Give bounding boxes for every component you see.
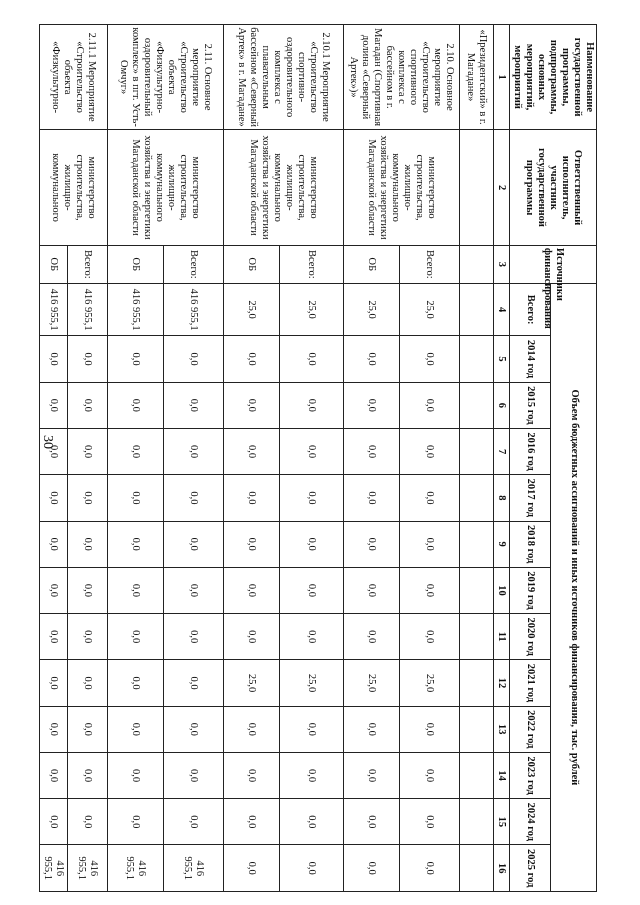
column-number: 9 (494, 521, 510, 567)
value-cell: 0,0 (344, 336, 400, 382)
value-cell: 0,0 (68, 706, 108, 752)
value-cell: 0,0 (400, 382, 460, 428)
value-cell: 0,0 (108, 752, 164, 798)
table-row (400, 25, 460, 892)
value-cell: 0,0 (400, 475, 460, 521)
value-cell: 0,0 (164, 799, 224, 845)
source-cell: ОБ (108, 245, 164, 283)
table-body (40, 25, 494, 892)
value-cell: 0,0 (164, 428, 224, 474)
value-cell (460, 660, 494, 706)
value-cell: 0,0 (40, 799, 68, 845)
source-cell: Всего: (280, 245, 344, 283)
column-number: 5 (494, 336, 510, 382)
value-cell: 0,0 (40, 475, 68, 521)
source-cell: Всего: (400, 245, 460, 283)
header-year: 2020 год (510, 614, 551, 660)
program-name-cell: 2.10. Основное мероприятие «Строительство спортивного комплекса с бассейном в г. Магадан (Спортивная долина «Северный Артек»)» (344, 25, 460, 130)
value-cell: 0,0 (68, 382, 108, 428)
column-number: 2 (494, 130, 510, 246)
value-cell: 0,0 (280, 428, 344, 474)
value-cell (460, 283, 494, 336)
value-cell: 0,0 (400, 428, 460, 474)
value-cell: 0,0 (224, 382, 280, 428)
value-cell (460, 428, 494, 474)
value-cell: 0,0 (344, 752, 400, 798)
value-cell: 0,0 (164, 614, 224, 660)
page: 30 Наименование государственной программы, подпрограммы, основных мероприятий, мероприятий Ответственный исполнитель, участник государственной программы Источники финансирования Объем бюджетных ассигнований и иных источников финансирования, тыс. рублей Всего: 2014 год 2015 год 2016 год 2017 год 2018 год 2019 год 2020 год 2021 год 2022 год 2023 год 2024 год 2025 год 1 2 3 4 5 6 7 8 9 10 11 12 13 14 15 16 «Президентский» в г. Магадане» 2.10. Основное мероприятие «Строительство спортивного комплекса с бассейном в г. Магадан (Спортивная долина «Северный Артек»)» министерство строительства, жилищно-коммунального хозяйства и энергетики Магаданской области Всего: 25,0 0,0 0,0 0,0 0,0 0,0 0,0 0,0 25,0 0,0 0,0 0,0 0,0 ОБ 25,0 0,0 0,0 0,0 0,0 0,0 0,0 0,0 25,0 0,0 0,0 0,0 0,0 2.10.1 Мероприятие «Строительство спортивно-оздоровительного комплекса с плавательным бассейном «Северный Артек» в г. Магадане» министерство строительства, жилищно-коммунального хозяйства и энергетики Магаданской области Всего: 25,0 0,0 0,0 0,0 0,0 0,0 0,0 0,0 25,0 0,0 0,0 0,0 0,0 ОБ 25,0 0,0 0,0 0,0 0,0 0,0 0,0 0,0 25,0 0,0 0,0 0,0 0,0 2.11. Основное мероприятие «Строительство объекта «Физкультурно-оздоровительный комплекс» в пгт. Усть-Омчуг» министерство строительства, жилищно-коммунального хозяйства и энергетики Магаданской области Всего: 416 955,1 0,0 0,0 0,0 0,0 0,0 0,0 0,0 0,0 0,0 0,0 0,0 416 955,1 ОБ 416 955,1 0,0 0,0 0,0 0,0 0,0 0,0 0,0 0,0 0,0 0,0 0,0 416 955,1 2.11.1 Мероприятие «Строительство объекта «Физкультурно- министерство строительства, жилищно-коммунального Всего: 416 955,1 0,0 0,0 0,0 0,0 0,0 0,0 0,0 0,0 0,0 0,0 0,0 416 955,1 ОБ 416 955,1 0,0 0,0 0,0 0,0 0,0 0,0 0,0 0,0 0,0 0,0 0,0 416 955,1 (0, 0, 640, 905)
value-cell: 0,0 (400, 752, 460, 798)
value-cell: 25,0 (344, 660, 400, 706)
value-cell: 0,0 (68, 614, 108, 660)
value-cell: 0,0 (164, 336, 224, 382)
value-cell (460, 521, 494, 567)
column-number: 13 (494, 706, 510, 752)
header-year: 2023 год (510, 752, 551, 798)
value-cell: 416 955,1 (164, 283, 224, 336)
column-number: 11 (494, 614, 510, 660)
value-cell: 0,0 (344, 706, 400, 752)
program-name-cell: 2.10.1 Мероприятие «Строительство спортивно-оздоровительного комплекса с плавательным бассейном «Северный Артек» в г. Магадане» (224, 25, 344, 130)
value-cell: 0,0 (344, 567, 400, 613)
value-cell: 0,0 (224, 799, 280, 845)
value-cell: 0,0 (68, 752, 108, 798)
source-cell: Всего: (164, 245, 224, 283)
executor-cell (460, 130, 494, 246)
value-cell: 0,0 (280, 521, 344, 567)
value-cell: 0,0 (224, 752, 280, 798)
value-cell: 416 955,1 (108, 283, 164, 336)
value-cell: 25,0 (224, 283, 280, 336)
value-cell: 0,0 (280, 799, 344, 845)
value-cell: 0,0 (280, 567, 344, 613)
value-cell: 0,0 (164, 475, 224, 521)
column-number: 16 (494, 845, 510, 892)
value-cell: 0,0 (108, 567, 164, 613)
header-funding: Объем бюджетных ассигнований и иных источников финансирования, тыс. рублей (551, 283, 597, 891)
value-cell: 0,0 (224, 428, 280, 474)
column-number: 10 (494, 567, 510, 613)
value-cell: 0,0 (68, 428, 108, 474)
source-cell: ОБ (344, 245, 400, 283)
source-cell: ОБ (40, 245, 68, 283)
program-name-cell: 2.11. Основное мероприятие «Строительство объекта «Физкультурно-оздоровительный комплекс» в пгт. Усть-Омчуг» (108, 25, 224, 130)
value-cell: 416 955,1 (40, 283, 68, 336)
value-cell: 0,0 (40, 336, 68, 382)
value-cell: 0,0 (108, 382, 164, 428)
value-cell: 0,0 (68, 521, 108, 567)
value-cell: 0,0 (400, 845, 460, 892)
value-cell: 25,0 (400, 283, 460, 336)
header-name: Наименование государственной программы, подпрограммы, основных мероприятий, мероприятий (510, 25, 597, 130)
header-year: 2024 год (510, 799, 551, 845)
value-cell: 25,0 (280, 283, 344, 336)
value-cell (460, 382, 494, 428)
value-cell: 0,0 (400, 799, 460, 845)
value-cell: 0,0 (40, 660, 68, 706)
header-year: 2015 год (510, 382, 551, 428)
value-cell: 0,0 (224, 475, 280, 521)
header-year: 2016 год (510, 428, 551, 474)
column-number-row (494, 25, 510, 892)
value-cell: 416 955,1 (68, 845, 108, 892)
header-source: Источники финансирования (510, 245, 597, 283)
value-cell: 0,0 (164, 567, 224, 613)
header-year: 2018 год (510, 521, 551, 567)
value-cell: 0,0 (108, 614, 164, 660)
program-name-cell: 2.11.1 Мероприятие «Строительство объекта «Физкультурно- (40, 25, 108, 130)
value-cell: 0,0 (68, 567, 108, 613)
header-year: 2021 год (510, 660, 551, 706)
header-year: 2014 год (510, 336, 551, 382)
value-cell: 0,0 (344, 845, 400, 892)
table-row (68, 25, 108, 892)
header-year: 2017 год (510, 475, 551, 521)
executor-cell: министерство строительства, жилищно-коммунального хозяйства и энергетики Магаданской области (108, 130, 224, 246)
value-cell: 0,0 (344, 799, 400, 845)
value-cell: 0,0 (108, 799, 164, 845)
executor-cell: министерство строительства, жилищно-коммунального хозяйства и энергетики Магаданской области (224, 130, 344, 246)
value-cell: 0,0 (108, 336, 164, 382)
value-cell: 0,0 (400, 521, 460, 567)
value-cell: 0,0 (164, 382, 224, 428)
value-cell: 25,0 (280, 660, 344, 706)
value-cell: 416 955,1 (108, 845, 164, 892)
value-cell: 0,0 (280, 382, 344, 428)
value-cell: 25,0 (344, 283, 400, 336)
executor-cell: министерство строительства, жилищно-коммунального (40, 130, 108, 246)
column-number: 3 (494, 245, 510, 283)
value-cell: 0,0 (40, 521, 68, 567)
value-cell: 0,0 (224, 614, 280, 660)
value-cell (460, 845, 494, 892)
funding-table (39, 24, 597, 892)
value-cell: 0,0 (224, 567, 280, 613)
column-number: 15 (494, 799, 510, 845)
value-cell (460, 799, 494, 845)
table-row (164, 25, 224, 892)
value-cell: 0,0 (164, 660, 224, 706)
program-name-cell: «Президентский» в г. Магадане» (460, 25, 494, 130)
value-cell: 0,0 (108, 660, 164, 706)
value-cell: 0,0 (68, 475, 108, 521)
value-cell (460, 706, 494, 752)
value-cell: 0,0 (108, 521, 164, 567)
source-cell (460, 245, 494, 283)
value-cell: 0,0 (224, 706, 280, 752)
value-cell: 416 955,1 (164, 845, 224, 892)
column-number: 12 (494, 660, 510, 706)
value-cell: 25,0 (400, 660, 460, 706)
value-cell: 0,0 (344, 428, 400, 474)
value-cell: 0,0 (344, 382, 400, 428)
value-cell (460, 752, 494, 798)
value-cell: 0,0 (164, 752, 224, 798)
value-cell: 0,0 (344, 475, 400, 521)
value-cell: 0,0 (400, 567, 460, 613)
column-number: 8 (494, 475, 510, 521)
table-row (280, 25, 344, 892)
value-cell: 25,0 (224, 660, 280, 706)
value-cell: 0,0 (344, 614, 400, 660)
value-cell: 0,0 (224, 845, 280, 892)
column-number: 4 (494, 283, 510, 336)
value-cell: 0,0 (224, 521, 280, 567)
value-cell: 0,0 (68, 336, 108, 382)
value-cell: 0,0 (280, 475, 344, 521)
value-cell: 0,0 (164, 706, 224, 752)
value-cell: 0,0 (400, 336, 460, 382)
value-cell: 0,0 (40, 706, 68, 752)
value-cell: 0,0 (40, 382, 68, 428)
column-number: 14 (494, 752, 510, 798)
value-cell (460, 475, 494, 521)
value-cell: 0,0 (400, 614, 460, 660)
value-cell: 0,0 (108, 475, 164, 521)
value-cell: 0,0 (40, 567, 68, 613)
value-cell: 0,0 (280, 336, 344, 382)
value-cell: 0,0 (108, 428, 164, 474)
value-cell: 0,0 (108, 706, 164, 752)
value-cell (460, 336, 494, 382)
value-cell (460, 614, 494, 660)
value-cell (460, 567, 494, 613)
value-cell: 0,0 (68, 660, 108, 706)
header-total: Всего: (510, 283, 551, 336)
value-cell: 0,0 (280, 845, 344, 892)
value-cell: 0,0 (40, 752, 68, 798)
column-number: 6 (494, 382, 510, 428)
value-cell: 0,0 (280, 752, 344, 798)
value-cell: 0,0 (40, 614, 68, 660)
column-number: 1 (494, 25, 510, 130)
table-row (460, 25, 494, 892)
value-cell: 416 955,1 (40, 845, 68, 892)
column-number: 7 (494, 428, 510, 474)
header-year: 2025 год (510, 845, 551, 892)
value-cell: 0,0 (68, 799, 108, 845)
header-executor: Ответственный исполнитель, участник государственной программы (510, 130, 597, 246)
value-cell: 0,0 (280, 614, 344, 660)
value-cell: 0,0 (40, 428, 68, 474)
header-year: 2022 год (510, 706, 551, 752)
value-cell: 0,0 (164, 521, 224, 567)
value-cell: 0,0 (280, 706, 344, 752)
source-cell: ОБ (224, 245, 280, 283)
executor-cell: министерство строительства, жилищно-коммунального хозяйства и энергетики Магаданской области (344, 130, 460, 246)
value-cell: 416 955,1 (68, 283, 108, 336)
header-year: 2019 год (510, 567, 551, 613)
value-cell: 0,0 (344, 521, 400, 567)
rotated-table-wrapper (42, 24, 597, 892)
source-cell: Всего: (68, 245, 108, 283)
value-cell: 0,0 (400, 706, 460, 752)
value-cell: 0,0 (224, 336, 280, 382)
